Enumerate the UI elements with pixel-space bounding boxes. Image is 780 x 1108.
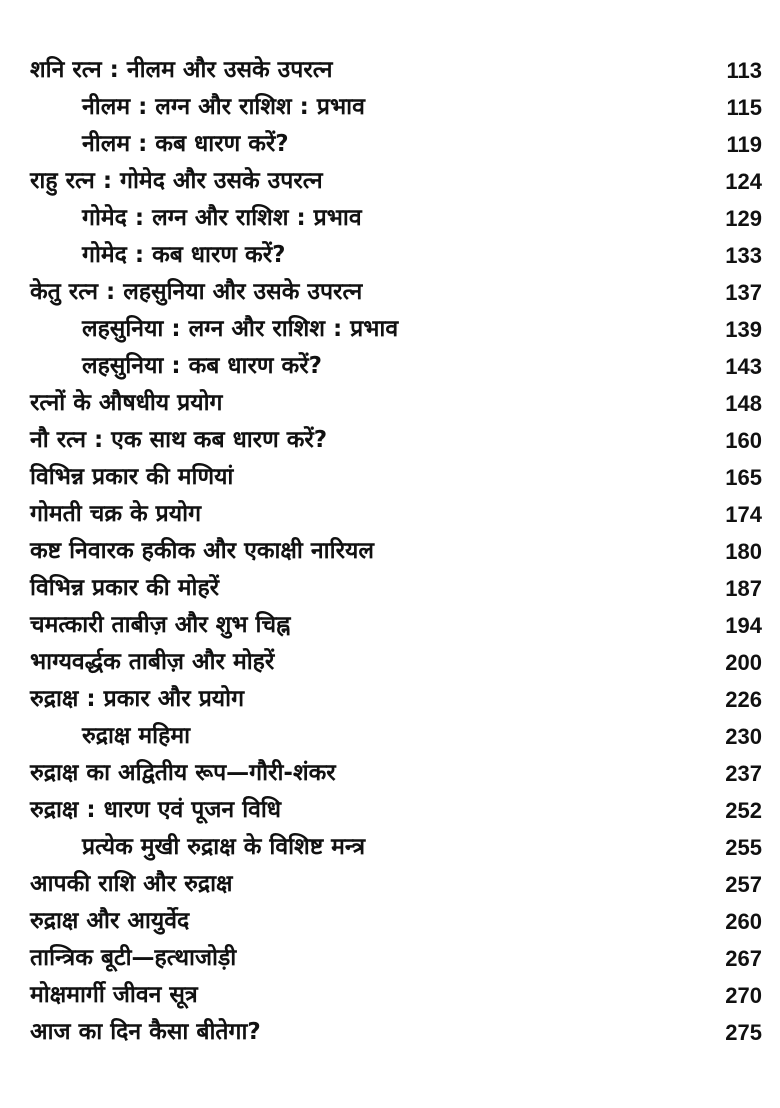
toc-entry-page-number: 194 (725, 613, 762, 638)
toc-entry-title: गोमेद : कब धारण करें? (82, 242, 286, 268)
toc-entry-title: विभिन्न प्रकार की मोहरें (30, 575, 220, 601)
toc-entry-page-number: 119 (726, 132, 762, 157)
toc-entry-title: नौ रत्न : एक साथ कब धारण करें? (30, 427, 328, 453)
toc-entry-page-number: 180 (725, 539, 762, 564)
toc-entry-title: विभिन्न प्रकार की मणियां (30, 464, 234, 490)
toc-entry-page-number: 260 (725, 909, 762, 934)
toc-entry-title: शनि रत्न : नीलम और उसके उपरत्न (30, 57, 333, 83)
toc-entry-title: गोमेद : लग्न और राशिश : प्रभाव (82, 205, 362, 231)
toc-entry-page-number: 124 (725, 169, 762, 194)
toc-entry (0, 52, 780, 89)
toc-entry-title: रुद्राक्ष और आयुर्वेद (30, 908, 190, 934)
toc-entry-page-number: 252 (725, 798, 762, 823)
toc-entry (0, 274, 780, 311)
toc-entry (0, 200, 780, 237)
toc-entry-title: रुद्राक्ष का अद्वितीय रूप—गौरी-शंकर (30, 760, 336, 786)
toc-entry (0, 1014, 780, 1051)
toc-entry (0, 348, 780, 385)
toc-entry (0, 385, 780, 422)
toc-entry-title: राहु रत्न : गोमेद और उसके उपरत्न (30, 168, 323, 194)
toc-entry-title: चमत्कारी ताबीज़ और शुभ चिह्न (30, 612, 291, 638)
toc-entry (0, 940, 780, 977)
toc-entry (0, 977, 780, 1014)
toc-entry-title: रुद्राक्ष : धारण एवं पूजन विधि (30, 797, 282, 823)
toc-entry-title: रुद्राक्ष महिमा (82, 723, 191, 749)
toc-entry-page-number: 187 (725, 576, 762, 601)
toc-entry-page-number: 160 (725, 428, 762, 453)
toc-entry-title: कष्ट निवारक हकीक और एकाक्षी नारियल (30, 538, 374, 564)
toc-entry (0, 607, 780, 644)
toc-entry-page-number: 174 (725, 502, 762, 527)
toc-entry-title: नीलम : लग्न और राशिश : प्रभाव (82, 94, 365, 120)
toc-entry-page-number: 113 (726, 58, 762, 83)
toc-entry-page-number: 200 (725, 650, 762, 675)
toc-entry-page-number: 226 (725, 687, 762, 712)
toc-entry (0, 89, 780, 126)
toc-entry-title: तान्त्रिक बूटी—हत्थाजोड़ी (30, 945, 237, 971)
toc-entry (0, 681, 780, 718)
toc-entry-page-number: 133 (725, 243, 762, 268)
toc-entry (0, 311, 780, 348)
toc-entry (0, 533, 780, 570)
toc-entry (0, 163, 780, 200)
toc-entry-page-number: 230 (725, 724, 762, 749)
toc-entry-page-number: 143 (725, 354, 762, 379)
toc-entry-page-number: 115 (726, 95, 762, 120)
toc-entry (0, 829, 780, 866)
toc-entry-title: आज का दिन कैसा बीतेगा? (30, 1019, 261, 1045)
toc-entry-title: नीलम : कब धारण करें? (82, 131, 289, 157)
toc-entry (0, 422, 780, 459)
toc-entry-page-number: 237 (725, 761, 762, 786)
toc-entry-page-number: 267 (725, 946, 762, 971)
toc-entry-page-number: 165 (725, 465, 762, 490)
toc-entry-title: मोक्षमार्गी जीवन सूत्र (30, 982, 198, 1008)
toc-entry-title: भाग्यवर्द्धक ताबीज़ और मोहरें (30, 649, 275, 675)
toc-entry (0, 755, 780, 792)
toc-entry (0, 459, 780, 496)
toc-entry-page-number: 255 (725, 835, 762, 860)
toc-entry-title: रुद्राक्ष : प्रकार और प्रयोग (30, 686, 245, 712)
toc-entry-title: आपकी राशि और रुद्राक्ष (30, 871, 233, 897)
toc-entry-title: लहसुनिया : कब धारण करें? (82, 353, 322, 379)
toc-entry-title: रत्नों के औषधीय प्रयोग (30, 390, 223, 416)
toc-entry-title: लहसुनिया : लग्न और राशिश : प्रभाव (82, 316, 399, 342)
toc-entry-page-number: 139 (725, 317, 762, 342)
toc-entry (0, 570, 780, 607)
toc-entry-page-number: 270 (725, 983, 762, 1008)
toc-entry-page-number: 257 (725, 872, 762, 897)
toc-entry (0, 903, 780, 940)
toc-entry (0, 718, 780, 755)
toc-entry (0, 644, 780, 681)
toc-entry-page-number: 129 (725, 206, 762, 231)
toc-entry-page-number: 148 (725, 391, 762, 416)
toc-entry-title: केतु रत्न : लहसुनिया और उसके उपरत्न (30, 279, 363, 305)
toc-entry-title: प्रत्येक मुखी रुद्राक्ष के विशिष्ट मन्त्र (82, 834, 366, 860)
toc-entry (0, 792, 780, 829)
toc-entry (0, 496, 780, 533)
toc-entry-page-number: 275 (725, 1020, 762, 1045)
toc-entry (0, 866, 780, 903)
toc-entry (0, 237, 780, 274)
table-of-contents (0, 52, 780, 1051)
toc-entry (0, 126, 780, 163)
toc-entry-page-number: 137 (725, 280, 762, 305)
toc-entry-title: गोमती चक्र के प्रयोग (30, 501, 202, 527)
